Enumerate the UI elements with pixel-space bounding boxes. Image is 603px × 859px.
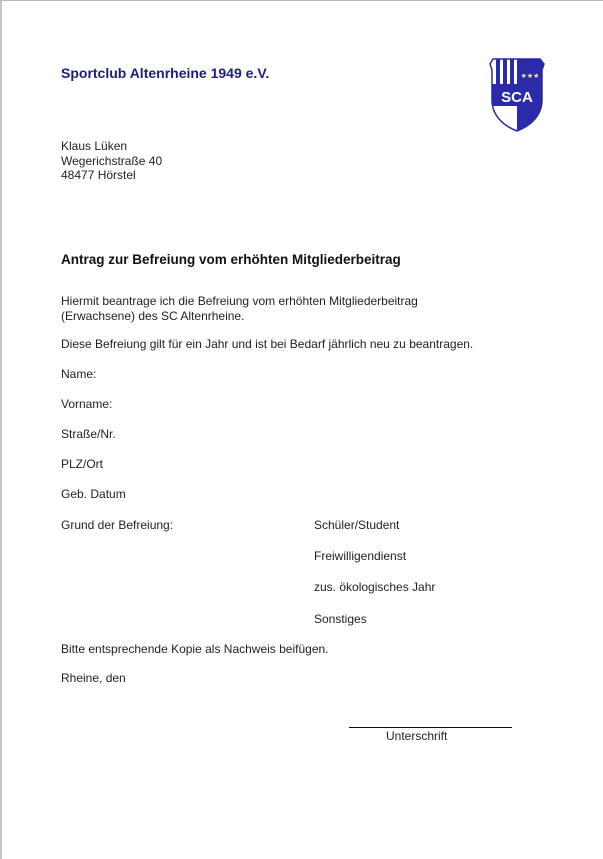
field-name-label: Name:	[61, 367, 97, 381]
field-zip-city-label: PLZ/Ort	[61, 457, 104, 471]
validity-note: Diese Befreiung gilt für ein Jahr und ist bei Bedarf jährlich neu zu beantragen.	[61, 337, 474, 351]
svg-text:★★★: ★★★	[520, 72, 540, 80]
field-first-name-label: Vorname:	[61, 397, 113, 411]
place-date-label: Rheine, den	[61, 671, 126, 685]
sender-address	[61, 139, 162, 183]
intro-line-2: (Erwachsene) des SC Altenrheine.	[61, 308, 245, 323]
intro-paragraph	[61, 294, 418, 323]
signature-label: Unterschrift	[386, 729, 448, 743]
reason-label: Grund der Befreiung:	[61, 518, 174, 532]
sender-city: 48477 Hörstel	[61, 168, 136, 182]
document-title: Antrag zur Befreiung vom erhöhten Mitgliederbeitrag	[61, 252, 401, 267]
reason-option-volunteer: Freiwilligendienst	[314, 549, 407, 563]
reason-option-other: Sonstiges	[314, 612, 367, 626]
club-name: Sportclub Altenrheine 1949 e.V.	[61, 65, 270, 81]
club-crest-icon	[488, 56, 546, 132]
reason-option-ecological-year: zus. ökologisches Jahr	[314, 580, 436, 594]
field-birthdate-label: Geb. Datum	[61, 487, 126, 501]
attachment-note: Bitte entsprechende Kopie als Nachweis beifügen.	[61, 642, 329, 656]
intro-line-1: Hiermit beantrage ich die Befreiung vom erhöhten Mitgliederbeitrag	[61, 294, 418, 308]
field-street-label: Straße/Nr.	[61, 427, 116, 441]
svg-text:SCA: SCA	[501, 89, 533, 106]
reason-option-student: Schüler/Student	[314, 518, 400, 532]
sender-name: Klaus Lüken	[61, 139, 128, 153]
sender-street: Wegerichstraße 40	[61, 153, 163, 168]
signature-line	[349, 727, 512, 728]
